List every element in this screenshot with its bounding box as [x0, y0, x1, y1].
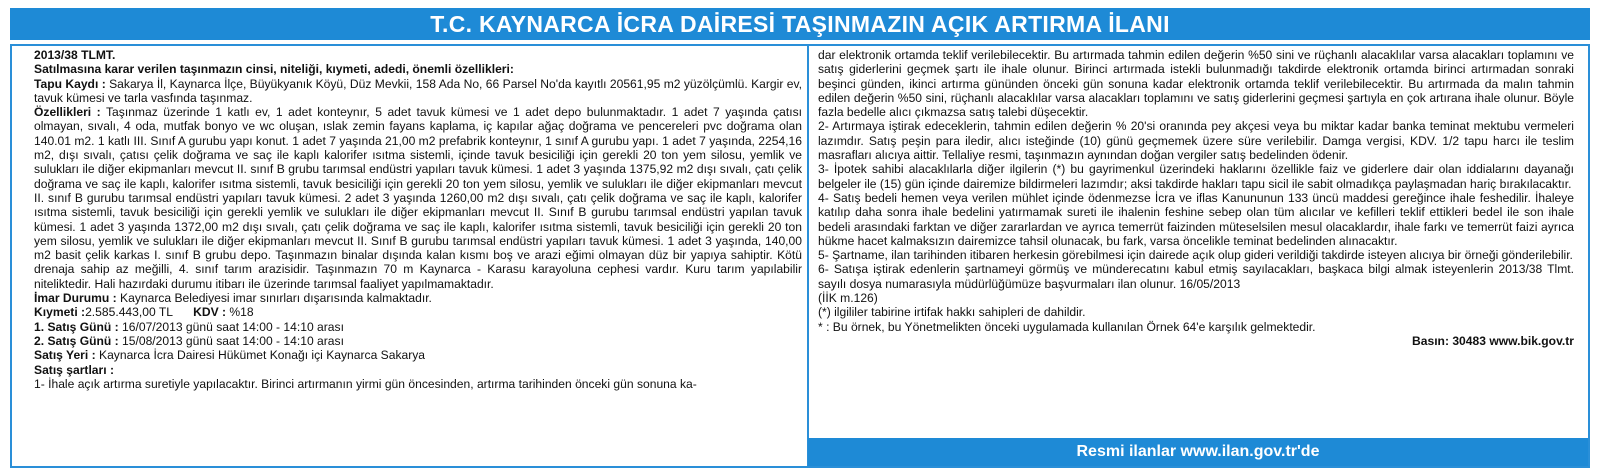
yer-label: Satış Yeri :: [34, 348, 96, 363]
section-heading: Satılmasına karar verilen taşınmazın cinsi, niteliği, kıymeti, adedi, önemli özellikleri:: [34, 62, 514, 77]
imar-text: Kaynarca Belediyesi imar sınırları dışarısında kalmaktadır.: [120, 291, 432, 306]
kiymet-value: 2.585.443,00 TL: [85, 305, 173, 320]
right-column: [818, 48, 1574, 348]
footnote-1: (*) ilgililer tabirine irtifak hakkı sahipleri de dahildir.: [818, 305, 1086, 320]
ozellik-text: Taşınmaz üzerinde 1 katlı ev, 1 adet konteynır, 5 adet tavuk kümesi ve 1 adet depo bulunmaktadır. 1 adet 7 yaşında çatısı olmayan, sıvalı, 4 oda, mutfak bonyo ve wc oluşan, ıslak zemin fayans kaplama, iç kapılar ağaç doğrama ve pencereleri pvc doğrama olan 140.01 m2. 1 katlı III. Sınıf A gurubu yapı konut. 1 adet 7 yaşında 21,00 m2 prefabrik konteynır, 1 sınıf A gurubu yapı. 1 adet 7 yaşında, 2254,16 m2, dışı sıvalı, çatısı çelik doğrama ve saç ile kaplı kalorifer ısıtma sistemli, içinde tavuk besiciliği için gerekli 20 ton yem silosu, yemlik ve sulukları ile diğer ekipmanları mevcut II. sınıf B grubu tarımsal endüstri yapıları tavuk kümesi. 1 adet 3 yaşında 1375,92 m2 dışı sıvalı, çatı çelik doğrama ve saç ile kaplı, kalorifer ısıtma sistemli, tavuk besiciliği için gerekli 20 ton yem silosu, yemlik ve sulukları ile diğer ekipmanları mevcut II. sınıf B gurubu tarımsal endüstri yapıları tavuk kümesi. 2 adet 3 yaşında 1260,00 m2 dışı sıvalı, çatı çelik doğrama ve saç ile kaplı, kalorifer ısıtma sistemli, tavuk besiciliği için gerekli yemlik ve sulukları ile diğer ekipmanları mevcut II. Sınıf B gurubu tarımsal endüstri yapılan tavuk kümesi. 1 adet 3 yaşında 1372,00 m2 dışı sıvalı, çatı çelik doğrama ve saç ile kaplı, kalorifer ısıtma sistemli, tavuk besiciliği için gerekli 20 ton yem silosu, yemlik ve sulukları ile diğer ekipmanları mevcut II. Sınıf B gurubu tarımsal endüstri yapıları tavuk kümesi. 1 adet 3 yaşında, 140,00 m2 basit çelik karkas I. sınıf B grubu depo. Taşınmazın binalar dışında kalan kısmı boş ve arazi eğimi olmayan düz bir yapıya sahiptir. Kötü drenaja sahip az meğilli, 4. sınıf tarım arazisidir. Taşınmazın 70 m Kaynarca - Karasu karayoluna cephesi vardır. Kuru tarım yapılabilir niteliktedir. Hali hazırdaki durumu itibarı ile üzerinde tarımsal faaliyet yapılmamaktadır.: [34, 105, 802, 291]
kiymet-label: Kıymeti :: [34, 305, 86, 320]
condition-5: 5- Şartname, ilan tarihinden itibaren herkesin görebilmesi için dairede açık olup gideri verildiği takdirde isteyen alıcıya bir örneği gönderilebilir.: [818, 248, 1573, 263]
yer-text: Kaynarca İcra Dairesi Hükümet Konağı içi Kaynarca Sakarya: [99, 348, 426, 363]
kiymet-line: [34, 305, 802, 319]
satis1-text: 16/07/2013 günü saat 14:00 - 14:10 arası: [122, 319, 344, 334]
press-reference: Basın: 30483 www.bik.gov.tr: [1412, 333, 1574, 348]
condition-6: 6- Satışa iştirak edenlerin şartnameyi görmüş ve münderecatını kabul etmiş sayılacakları, başkaca bilgi almak isteyenlerin 2013/38 Tlmt. sayılı dosya numarasıyla müdürlüğümüze başvurmaları ilan olunur. 16/05/2013: [818, 262, 1574, 291]
law-reference: (İİK m.126): [818, 291, 878, 306]
footer-banner: Resmi ilanlar www.ilan.gov.tr'de: [808, 438, 1588, 466]
left-column: [34, 48, 802, 391]
file-number: 2013/38 TLMT.: [34, 48, 116, 62]
condition-3: 3- İpotek sahibi alacaklılarla diğer ilgilerin (*) bu gayrimenkul üzerindeki haklarını özellikle faiz ve giderlere dair olan iddialarını dayanağı belgeler ile (15) gün içinde dairemize bildirmeleri lazımdır; aksi takdirde hakları tapu sicil ile sabit olmadıkça paylaşmadan hariç bırakılacaktır.: [818, 162, 1574, 191]
footnote-2: * : Bu örnek, bu Yönetmelikten önceki uygulamada kullanılan Örnek 64'e karşılık gelmektedir.: [818, 319, 1316, 334]
satis2-line: [34, 334, 802, 348]
sartlar-label: Satış şartları :: [34, 362, 114, 377]
ozellik-paragraph: [34, 105, 802, 291]
tapu-label: Tapu Kaydı :: [34, 76, 106, 91]
tapu-paragraph: [34, 77, 802, 106]
yer-line: [34, 348, 802, 362]
satis1-label: 1. Satış Günü :: [34, 319, 119, 334]
condition-2: 2- Artırmaya iştirak edeceklerin, tahmin edilen değerin % 20'si oranında pey akçesi veya bu miktar kadar banka teminat mektubu vermeleri lazımdır. Satış peşin para iledir, alıcı isteğinde (10) günü geçmemek üzere süre verilebilir. Damga vergisi, KDV. 1/2 tapu harcı ile teslim masrafları alıcıya aittir. Tellaliye resmi, taşınmazın aynından doğan vergiler satış bedelinden ödenir.: [818, 119, 1574, 163]
imar-paragraph: [34, 291, 802, 305]
condition-4: 4- Satış bedeli hemen veya verilen mühlet içinde ödenmezse İcra ve iflas Kanununun 133 üncü maddesi gereğince ihale feshedilir. İhaleye katılıp daha sonra ihale bedelini yatırmamak sureti ile ihalenin feshine sebep olan tüm alıcılar ve kefilleri teklif ettikleri bedel ile son ihale bedeli arasındaki farktan ve diğer zararlardan ve ayrıca temerrüt faizinden müteselsilen mesul olacaklardır, ihale farkı ve temerrüt faizi ayrıca hükme hacet kalmaksızın dairemizce tahsil olunacak, bu fark, varsa öncelikle teminat bedelinden alınacaktır.: [818, 190, 1574, 248]
ozellik-label: Özellikleri :: [34, 105, 101, 120]
condition-1-continued: dar elektronik ortamda teklif verilebilecektir. Bu artırmada tahmin edilen değerin %50 sini ve rüçhanlı alacaklılar varsa alacakları toplamını ve satış giderlerini geçmek şartı ile ihale olunur. Birinci artırmada istekli bulunmadığı takdirde elektronik ortamda birinci artırmadan sonraki beşinci günden, ikinci artırma gününden önceki gün sonuna kadar elektronik ortamda teklif verilebilecektir. Bu artırmada da malın tahmin edilen değerin %50 sini, rüçhanlı alacaklılar varsa alacakları toplamını ve satış giderlerini geçmesi şartıyla en çok artırana ihale olunur. Böyle fazla bedelle alıcı çıkmazsa satış talebi düşecektir.: [818, 48, 1574, 120]
tapu-text: Sakarya İl, Kaynarca İlçe, Büyükyanık Köyü, Düz Mevkii, 158 Ada No, 66 Parsel No'da kayıtlı 20561,95 m2 yüzölçümlü. Kargir ev, tavuk kümesi ve tarla vasfında taşınmaz.: [34, 76, 802, 105]
satis2-text: 15/08/2013 günü saat 14:00 - 14:10 arası: [122, 333, 344, 348]
notice-title: T.C. KAYNARCA İCRA DAİRESİ TAŞINMAZIN AÇIK ARTIRMA İLANI: [10, 8, 1590, 40]
column-divider: [807, 46, 809, 466]
satis2-label: 2. Satış Günü :: [34, 333, 119, 348]
imar-label: İmar Durumu :: [34, 291, 117, 306]
sart1-start: 1- İhale açık artırma suretiyle yapılacaktır. Birinci artırmanın yirmi gün öncesinden, artırma tarihinden önceki gün sonuna ka-: [34, 376, 697, 391]
kdv-label: KDV :: [193, 305, 227, 320]
satis1-line: [34, 320, 802, 334]
kdv-value: %18: [229, 305, 254, 320]
notice-frame: [10, 44, 1590, 468]
